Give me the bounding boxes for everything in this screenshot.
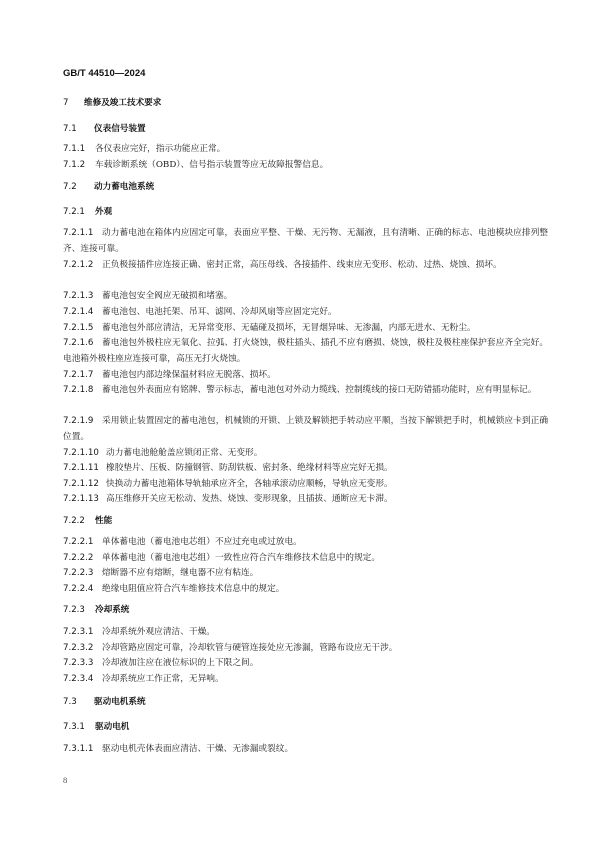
heading-7 <box>63 96 548 112</box>
clause-7-2-1-13 <box>63 492 548 508</box>
clause-number: 7.2.3.1 <box>63 627 94 637</box>
clause-7-2-1-12 <box>63 477 548 493</box>
clause-text: 蓄电池包、电池托架、吊耳、滤网、冷却风扇等应固定完好。 <box>102 307 337 317</box>
clause-text: 冷却管路应固定可靠，冷却软管与硬管连接处应无渗漏，管路布设应无干涉。 <box>102 643 398 653</box>
heading-title: 外观 <box>95 207 113 217</box>
clause-number: 7.2.1.9 <box>63 416 94 426</box>
clause-7-2-3-1 <box>63 625 548 641</box>
heading-number: 7.2.2 <box>63 516 85 526</box>
clause-7-2-1-5 <box>63 321 548 337</box>
heading-title: 性能 <box>95 516 113 526</box>
clause-text: 快换动力蓄电池箱体导轨轴承应齐全，各轴承滚动应顺畅，导轨应无变形。 <box>106 479 393 489</box>
clause-7-2-1-10 <box>63 446 548 462</box>
clause-text: 冷却系统外观应清洁、干燥。 <box>102 627 215 637</box>
clause-number: 7.2.1.5 <box>63 323 94 333</box>
clause-number: 7.2.3.4 <box>63 674 94 684</box>
clause-number: 7.2.1.1 <box>63 228 94 238</box>
clause-7-2-1-1 <box>63 226 548 257</box>
clause-number: 7.2.1.11 <box>63 463 99 473</box>
clause-7-2-2-1 <box>63 535 548 551</box>
clause-7-1-2 <box>63 158 548 174</box>
heading-title: 驱动电机 <box>95 722 130 732</box>
heading-number: 7.3 <box>63 697 77 707</box>
heading-7-2 <box>63 180 548 196</box>
clause-number: 7.2.1.4 <box>63 307 94 317</box>
heading-7-3-1 <box>63 720 548 736</box>
clause-text: 蓄电池包外部应清洁，无异常变形、无磕碰及损坏，无冒烟异味、无渗漏，内部无进水、无粉尘。 <box>102 323 476 333</box>
heading-7-2-3 <box>63 603 548 619</box>
clause-text: 车载诊断系统（OBD）、信号指示装置等应无故障报警信息。 <box>95 160 329 170</box>
heading-7-1 <box>63 122 548 138</box>
clause-7-1-1 <box>63 142 548 158</box>
heading-7-2-2 <box>63 514 548 530</box>
heading-title: 驱动电机系统 <box>94 697 146 707</box>
heading-title: 仪表信号装置 <box>94 124 146 134</box>
clause-7-2-1-4 <box>63 305 548 321</box>
heading-number: 7.2.3 <box>63 605 85 615</box>
clause-7-2-3-4 <box>63 672 548 688</box>
clause-text: 橡胶垫片、压板、防撞钢管、防刮铁板、密封条、绝缘材料等应完好无损。 <box>106 463 393 473</box>
clause-text: 冷却液加注应在液位标识的上下限之间。 <box>102 658 259 668</box>
heading-7-2-1 <box>63 205 548 221</box>
clause-number: 7.2.1.6 <box>63 338 94 348</box>
heading-title: 动力蓄电池系统 <box>94 182 155 192</box>
heading-number: 7.2 <box>63 182 77 192</box>
page-number: 8 <box>63 775 68 785</box>
clause-7-2-1-9 <box>63 414 548 445</box>
clause-text: 蓄电池包外表面应有铭牌、警示标志，蓄电池包对外动力缆线、控制缆线的接口无防错插功能时，应有明显标记。 <box>102 385 537 395</box>
clause-number: 7.2.3.3 <box>63 658 94 668</box>
clause-text: 绝缘电阻值应符合汽车维修技术信息中的规定。 <box>102 584 285 594</box>
clause-text: 单体蓄电池（蓄电池电芯组）不应过充电或过放电。 <box>102 537 302 547</box>
clause-number: 7.2.2.2 <box>63 553 94 563</box>
heading-7-3 <box>63 695 548 711</box>
clause-text: 蓄电池包安全阀应无破损和堵塞。 <box>102 291 233 301</box>
clause-number: 7.2.3.2 <box>63 643 94 653</box>
clause-text: 蓄电池包外极柱应无氧化、拉弧、打火烧蚀，极柱插头、插孔不应有磨损、烧蚀，极柱及极柱座保护套应齐全完好。电池箱外极柱座应连接可靠，高压无打火烧蚀。 <box>63 338 548 364</box>
clause-7-2-1-7 <box>63 368 548 384</box>
clause-text: 熔断器不应有熔断，继电器不应有粘连。 <box>102 568 259 578</box>
clause-number: 7.2.2.4 <box>63 584 94 594</box>
clause-7-2-1-2 <box>63 258 548 274</box>
clause-7-2-1-8 <box>63 383 548 399</box>
heading-title: 冷却系统 <box>95 605 130 615</box>
clause-text: 采用锁止装置固定的蓄电池包，机械锁的开锁、上锁及解锁把手转动应平顺，当按下解锁把手时，机械锁应卡到正确位置。 <box>63 416 548 442</box>
clause-7-2-1-3 <box>63 289 548 305</box>
clause-text: 冷却系统应工作正常，无异响。 <box>102 674 224 684</box>
clause-number: 7.2.1.2 <box>63 260 94 270</box>
clause-7-2-2-4 <box>63 582 548 598</box>
clause-number: 7.2.1.12 <box>63 479 99 489</box>
clause-7-2-2-3 <box>63 566 548 582</box>
clause-number: 7.3.1.1 <box>63 744 94 754</box>
clause-text: 各仪表应完好，指示功能应正常。 <box>95 144 226 154</box>
clause-text: 动力蓄电池在箱体内应固定可靠，表面应平整、干燥、无污物、无漏液，且有清晰、正确的标志、电池模块应排列整齐、连接可靠。 <box>63 228 548 254</box>
clause-text: 蓄电池包内部边缘保温材料应无脱落、损坏。 <box>102 370 276 380</box>
heading-number: 7.2.1 <box>63 207 85 217</box>
clause-number: 7.1.2 <box>63 160 86 170</box>
standard-number: GB/T 44510—2024 <box>63 68 146 79</box>
clause-text: 驱动电机壳体表面应清洁、干燥、无渗漏或裂纹。 <box>102 744 294 754</box>
clause-7-2-1-6 <box>63 336 548 367</box>
clause-7-2-1-11 <box>63 461 548 477</box>
clause-number: 7.2.2.3 <box>63 568 94 578</box>
clause-number: 7.2.1.8 <box>63 385 94 395</box>
clause-text: 动力蓄电池舱舱盖应锁闭正常、无变形。 <box>106 448 263 458</box>
clause-7-2-2-2 <box>63 551 548 567</box>
clause-text: 高压维修开关应无松动、发热、烧蚀、变形现象，且插拔、通断应无卡滞。 <box>106 494 393 504</box>
clause-number: 7.1.1 <box>63 144 86 154</box>
clause-7-3-1-1 <box>63 742 548 758</box>
clause-7-2-3-2 <box>63 641 548 657</box>
clause-number: 7.2.1.13 <box>63 494 99 504</box>
clause-number: 7.2.1.3 <box>63 291 94 301</box>
heading-number: 7 <box>63 98 69 108</box>
clause-text: 正负极接插件应连接正确、密封正常，高压母线、各接插件、线束应无变形、松动、过热、烧蚀、损坏。 <box>102 260 502 270</box>
clause-number: 7.2.1.10 <box>63 448 99 458</box>
heading-number: 7.3.1 <box>63 722 85 732</box>
heading-number: 7.1 <box>63 124 77 134</box>
clause-7-2-3-3 <box>63 656 548 672</box>
clause-number: 7.2.1.7 <box>63 370 94 380</box>
clause-number: 7.2.2.1 <box>63 537 94 547</box>
heading-title: 维修及竣工技术要求 <box>84 98 162 108</box>
clause-text: 单体蓄电池（蓄电池电芯组）一致性应符合汽车维修技术信息中的规定。 <box>102 553 380 563</box>
